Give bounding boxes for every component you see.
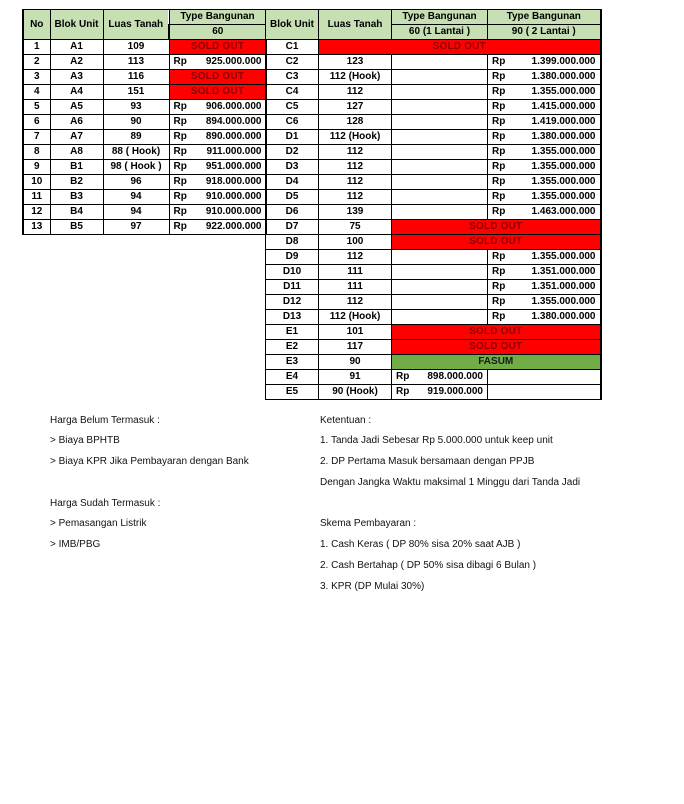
table-row (266, 355, 601, 370)
cell-luas-tanah: 128 (319, 115, 392, 130)
currency-label: Rp (492, 206, 506, 217)
currency-label: Rp (173, 191, 187, 202)
cell-price-90 (488, 55, 601, 70)
table-row (266, 175, 601, 190)
cell-price-90 (488, 145, 601, 160)
currency-label: Rp (492, 266, 506, 277)
cell-price-60 (392, 385, 488, 400)
cell-luas-tanah: 112 (319, 250, 392, 265)
currency-label: Rp (492, 296, 506, 307)
cell-price-60 (169, 190, 266, 205)
currency-label: Rp (492, 146, 506, 157)
table-row (23, 85, 266, 100)
table-row (23, 160, 266, 175)
cell-blok-unit: D9 (266, 250, 319, 265)
table-row (23, 205, 266, 220)
cell-luas-tanah: 94 (103, 205, 169, 220)
price-amount: 1.351.000.000 (531, 266, 596, 277)
cell-no: 13 (23, 220, 50, 235)
price-amount: 1.463.000.000 (531, 206, 596, 217)
price-amount: 910.000.000 (205, 206, 262, 217)
cell-price-60-empty (392, 130, 488, 145)
cell-luas-tanah: 111 (319, 280, 392, 295)
cell-price-90 (488, 190, 601, 205)
terms-item: 1. Tanda Jadi Sebesar Rp 5.000.000 untuk keep unit (320, 435, 553, 446)
currency-label: Rp (492, 281, 506, 292)
cell-blok-unit: A5 (50, 100, 103, 115)
cell-price-90 (488, 265, 601, 280)
status-badge-sold-out: SOLD OUT (319, 40, 601, 55)
cell-blok-unit: C4 (266, 85, 319, 100)
cell-price-60 (169, 205, 266, 220)
price-amount: 894.000.000 (205, 116, 262, 127)
cell-luas-tanah: 111 (319, 265, 392, 280)
cell-luas-tanah: 109 (103, 40, 169, 55)
cell-blok-unit: D3 (266, 160, 319, 175)
header-blok-unit: Blok Unit (266, 10, 319, 40)
excluded-item: > Biaya KPR Jika Pembayaran dengan Bank (50, 456, 249, 467)
cell-price-90 (488, 115, 601, 130)
currency-label: Rp (173, 101, 187, 112)
cell-blok-unit: E2 (266, 340, 319, 355)
price-amount: 1.355.000.000 (531, 161, 596, 172)
currency-label: Rp (492, 116, 506, 127)
cell-blok-unit: D6 (266, 205, 319, 220)
cell-price-90 (488, 85, 601, 100)
currency-label: Rp (492, 251, 506, 262)
header-type-60-1-lantai: 60 (1 Lantai ) (392, 25, 488, 40)
cell-blok-unit: A2 (50, 55, 103, 70)
cell-price-60-empty (392, 295, 488, 310)
cell-blok-unit: C6 (266, 115, 319, 130)
cell-price-90-empty (488, 370, 601, 385)
status-badge-sold-out: SOLD OUT (392, 340, 601, 355)
included-item: > Pemasangan Listrik (50, 518, 147, 529)
cell-blok-unit: D4 (266, 175, 319, 190)
cell-blok-unit: D1 (266, 130, 319, 145)
status-badge-sold-out: SOLD OUT (392, 235, 601, 250)
cell-no: 10 (23, 175, 50, 190)
cell-blok-unit: A4 (50, 85, 103, 100)
cell-no: 11 (23, 190, 50, 205)
header-type-60: 60 (169, 25, 266, 40)
table-row (266, 310, 601, 325)
cell-luas-tanah: 117 (319, 340, 392, 355)
cell-price-60 (169, 55, 266, 70)
cell-blok-unit: D11 (266, 280, 319, 295)
table-row (23, 220, 266, 235)
cell-luas-tanah: 127 (319, 100, 392, 115)
cell-price-90 (488, 160, 601, 175)
table-row (266, 385, 601, 400)
price-amount: 1.419.000.000 (531, 116, 596, 127)
cell-blok-unit: D5 (266, 190, 319, 205)
payment-item: 2. Cash Bertahap ( DP 50% sisa dibagi 6 Bulan ) (320, 560, 537, 571)
header-blok-unit: Blok Unit (50, 10, 103, 40)
cell-blok-unit: D2 (266, 145, 319, 160)
price-amount: 1.399.000.000 (531, 56, 596, 67)
table-row (266, 190, 601, 205)
currency-label: Rp (492, 311, 506, 322)
cell-luas-tanah: 101 (319, 325, 392, 340)
cell-price-60 (169, 160, 266, 175)
cell-luas-tanah: 112 (319, 160, 392, 175)
cell-blok-unit: A1 (50, 40, 103, 55)
header-type-bangunan-90: Type Bangunan (488, 10, 601, 25)
header-luas-tanah: Luas Tanah (103, 10, 169, 40)
currency-label: Rp (396, 386, 410, 397)
table-row (23, 70, 266, 85)
cell-luas-tanah: 139 (319, 205, 392, 220)
currency-label: Rp (492, 101, 506, 112)
table-row (266, 145, 601, 160)
header-type-90-2-lantai: 90 ( 2 Lantai ) (488, 25, 601, 40)
cell-blok-unit: B4 (50, 205, 103, 220)
currency-label: Rp (492, 71, 506, 82)
cell-blok-unit: A7 (50, 130, 103, 145)
included-item: > IMB/PBG (50, 539, 101, 550)
cell-no: 8 (23, 145, 50, 160)
included-title: Harga Sudah Termasuk : (50, 498, 161, 509)
cell-price-60-empty (392, 190, 488, 205)
cell-price-60 (169, 145, 266, 160)
price-amount: 1.355.000.000 (531, 176, 596, 187)
currency-label: Rp (173, 56, 187, 67)
cell-price-60-empty (392, 310, 488, 325)
cell-no: 12 (23, 205, 50, 220)
table-row (23, 40, 266, 55)
cell-blok-unit: A6 (50, 115, 103, 130)
cell-price-60 (392, 370, 488, 385)
cell-price-60-empty (392, 250, 488, 265)
price-amount: 1.351.000.000 (531, 281, 596, 292)
currency-label: Rp (492, 86, 506, 97)
price-amount: 1.380.000.000 (531, 71, 596, 82)
currency-label: Rp (492, 161, 506, 172)
table-row (266, 325, 601, 340)
cell-price-60-empty (392, 70, 488, 85)
cell-no: 9 (23, 160, 50, 175)
cell-luas-tanah: 90 (Hook) (319, 385, 392, 400)
cell-blok-unit: D12 (266, 295, 319, 310)
currency-label: Rp (492, 176, 506, 187)
table-row (266, 280, 601, 295)
cell-price-60-empty (392, 205, 488, 220)
cell-blok-unit: B5 (50, 220, 103, 235)
table-row (23, 115, 266, 130)
cell-price-90 (488, 100, 601, 115)
cell-blok-unit: C2 (266, 55, 319, 70)
table-row (266, 205, 601, 220)
cell-price-60-empty (392, 265, 488, 280)
cell-no: 7 (23, 130, 50, 145)
terms-title: Ketentuan : (320, 415, 372, 426)
cell-luas-tanah: 94 (103, 190, 169, 205)
payment-item: 1. Cash Keras ( DP 80% sisa 20% saat AJB ) (320, 539, 521, 550)
cell-blok-unit: C5 (266, 100, 319, 115)
excluded-title: Harga Belum Termasuk : (50, 415, 160, 426)
price-table-a-b (22, 9, 267, 235)
cell-luas-tanah: 100 (319, 235, 392, 250)
cell-price-60 (169, 175, 266, 190)
currency-label: Rp (492, 131, 506, 142)
cell-luas-tanah: 96 (103, 175, 169, 190)
cell-luas-tanah: 97 (103, 220, 169, 235)
table-row (266, 40, 601, 55)
currency-label: Rp (173, 206, 187, 217)
table-row (266, 340, 601, 355)
cell-luas-tanah: 112 (319, 85, 392, 100)
table-row (23, 190, 266, 205)
price-amount: 918.000.000 (205, 176, 262, 187)
currency-label: Rp (173, 161, 187, 172)
cell-luas-tanah: 75 (319, 220, 392, 235)
cell-no: 2 (23, 55, 50, 70)
cell-price-60-empty (392, 85, 488, 100)
currency-label: Rp (173, 146, 187, 157)
cell-blok-unit: C1 (266, 40, 319, 55)
table-row (23, 100, 266, 115)
cell-price-90-empty (488, 385, 601, 400)
cell-blok-unit: D13 (266, 310, 319, 325)
cell-price-90 (488, 310, 601, 325)
cell-price-90 (488, 70, 601, 85)
cell-price-60-empty (392, 280, 488, 295)
table-row (266, 100, 601, 115)
cell-blok-unit: B1 (50, 160, 103, 175)
cell-price-60 (169, 130, 266, 145)
cell-luas-tanah: 112 (319, 190, 392, 205)
table-row (23, 175, 266, 190)
cell-luas-tanah: 112 (Hook) (319, 310, 392, 325)
status-badge-fasum: FASUM (392, 355, 601, 370)
status-badge-sold-out: SOLD OUT (392, 325, 601, 340)
cell-luas-tanah: 88 ( Hook) (103, 145, 169, 160)
currency-label: Rp (173, 221, 187, 232)
cell-luas-tanah: 90 (319, 355, 392, 370)
currency-label: Rp (173, 116, 187, 127)
price-amount: 1.355.000.000 (531, 251, 596, 262)
table-row (23, 55, 266, 70)
cell-no: 6 (23, 115, 50, 130)
price-amount: 1.380.000.000 (531, 131, 596, 142)
cell-price-90 (488, 175, 601, 190)
cell-luas-tanah: 98 ( Hook ) (103, 160, 169, 175)
status-badge-sold-out: SOLD OUT (169, 70, 266, 85)
cell-blok-unit: E4 (266, 370, 319, 385)
terms-item: Dengan Jangka Waktu maksimal 1 Minggu dari Tanda Jadi (320, 477, 581, 488)
cell-luas-tanah: 90 (103, 115, 169, 130)
table-row (23, 145, 266, 160)
payment-title: Skema Pembayaran : (320, 518, 417, 529)
cell-price-90 (488, 280, 601, 295)
price-amount: 922.000.000 (205, 221, 262, 232)
header-type-bangunan-60: Type Bangunan (392, 10, 488, 25)
cell-luas-tanah: 91 (319, 370, 392, 385)
terms-item: 2. DP Pertama Masuk bersamaan dengan PPJB (320, 456, 535, 467)
table-row (266, 70, 601, 85)
price-amount: 951.000.000 (205, 161, 262, 172)
cell-price-60-empty (392, 175, 488, 190)
cell-luas-tanah: 112 (Hook) (319, 130, 392, 145)
status-badge-sold-out: SOLD OUT (392, 220, 601, 235)
cell-price-90 (488, 295, 601, 310)
cell-luas-tanah: 89 (103, 130, 169, 145)
currency-label: Rp (173, 176, 187, 187)
cell-price-60-empty (392, 145, 488, 160)
cell-price-90 (488, 130, 601, 145)
cell-price-60 (169, 220, 266, 235)
price-table-c-d-e (265, 9, 602, 400)
cell-luas-tanah: 112 (319, 145, 392, 160)
cell-blok-unit: E1 (266, 325, 319, 340)
cell-no: 3 (23, 70, 50, 85)
cell-blok-unit: D7 (266, 220, 319, 235)
cell-price-60 (169, 100, 266, 115)
price-amount: 911.000.000 (206, 146, 262, 157)
status-badge-sold-out: SOLD OUT (169, 40, 266, 55)
price-amount: 890.000.000 (205, 131, 262, 142)
currency-label: Rp (492, 56, 506, 67)
cell-blok-unit: B3 (50, 190, 103, 205)
cell-no: 1 (23, 40, 50, 55)
status-badge-sold-out: SOLD OUT (169, 85, 266, 100)
cell-luas-tanah: 112 (Hook) (319, 70, 392, 85)
price-amount: 898.000.000 (427, 371, 483, 382)
table-row (266, 115, 601, 130)
cell-luas-tanah: 93 (103, 100, 169, 115)
table-row (266, 295, 601, 310)
price-amount: 919.000.000 (427, 386, 483, 397)
cell-price-60-empty (392, 115, 488, 130)
header-no: No (23, 10, 50, 40)
table-row (266, 130, 601, 145)
table-row (266, 220, 601, 235)
cell-no: 4 (23, 85, 50, 100)
table-row (266, 235, 601, 250)
cell-no: 5 (23, 100, 50, 115)
price-amount: 1.355.000.000 (531, 146, 596, 157)
cell-blok-unit: E5 (266, 385, 319, 400)
cell-blok-unit: D8 (266, 235, 319, 250)
table-row (266, 370, 601, 385)
cell-luas-tanah: 112 (319, 175, 392, 190)
cell-luas-tanah: 113 (103, 55, 169, 70)
cell-price-60-empty (392, 55, 488, 70)
excluded-item: > Biaya BPHTB (50, 435, 120, 446)
cell-blok-unit: D10 (266, 265, 319, 280)
currency-label: Rp (492, 191, 506, 202)
price-amount: 910.000.000 (205, 191, 262, 202)
price-amount: 1.415.000.000 (531, 101, 596, 112)
cell-price-60-empty (392, 160, 488, 175)
cell-blok-unit: A8 (50, 145, 103, 160)
header-type-bangunan: Type Bangunan (169, 10, 266, 25)
header-luas-tanah: Luas Tanah (319, 10, 392, 40)
currency-label: Rp (173, 131, 187, 142)
table-row (23, 130, 266, 145)
cell-luas-tanah: 123 (319, 55, 392, 70)
cell-blok-unit: C3 (266, 70, 319, 85)
cell-blok-unit: A3 (50, 70, 103, 85)
table-row (266, 160, 601, 175)
table-row (266, 250, 601, 265)
price-amount: 1.355.000.000 (531, 296, 596, 307)
table-row (266, 265, 601, 280)
price-amount: 1.380.000.000 (531, 311, 596, 322)
currency-label: Rp (396, 371, 410, 382)
price-amount: 925.000.000 (205, 56, 262, 67)
payment-item: 3. KPR (DP Mulai 30%) (320, 581, 425, 592)
cell-price-60 (169, 115, 266, 130)
price-amount: 1.355.000.000 (531, 86, 596, 97)
cell-luas-tanah: 116 (103, 70, 169, 85)
cell-price-60-empty (392, 100, 488, 115)
cell-luas-tanah: 151 (103, 85, 169, 100)
cell-blok-unit: B2 (50, 175, 103, 190)
cell-price-90 (488, 250, 601, 265)
cell-blok-unit: E3 (266, 355, 319, 370)
cell-price-90 (488, 205, 601, 220)
table-row (266, 85, 601, 100)
price-amount: 906.000.000 (205, 101, 262, 112)
table-row (266, 55, 601, 70)
price-amount: 1.355.000.000 (531, 191, 596, 202)
cell-luas-tanah: 112 (319, 295, 392, 310)
